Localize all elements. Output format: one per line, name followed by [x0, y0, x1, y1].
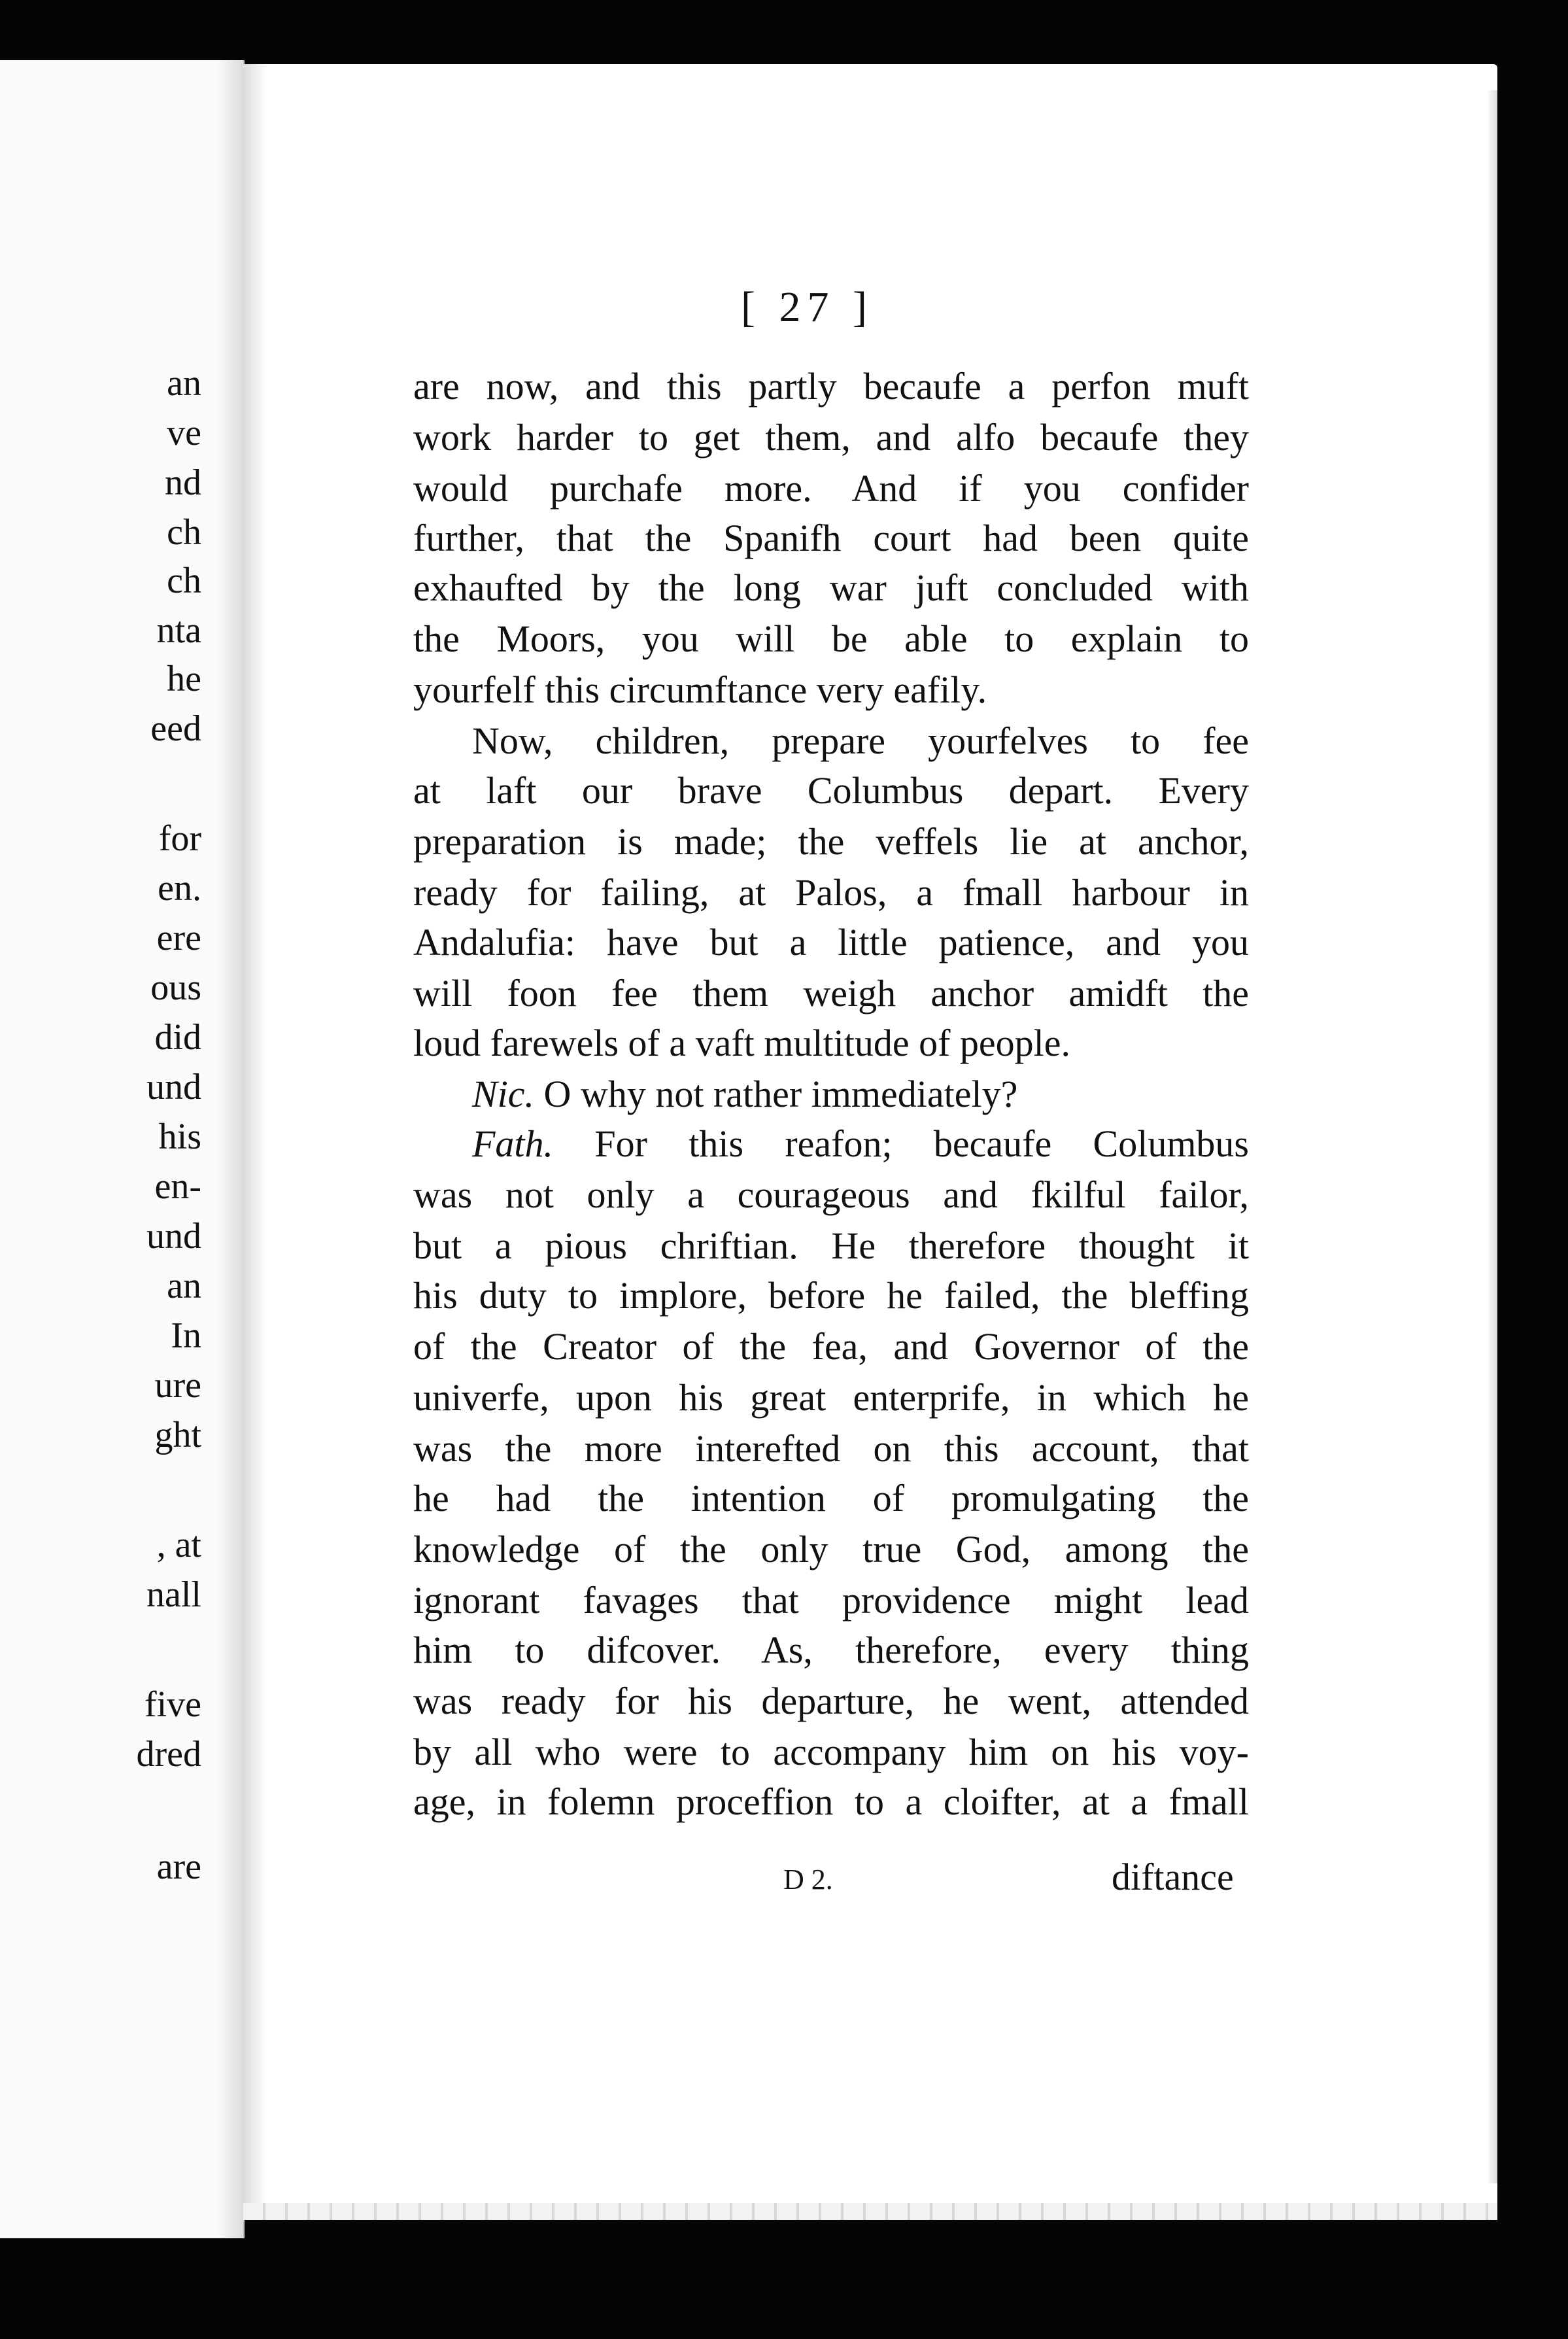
text-line: by all who were to accompany him on his voy- — [413, 1731, 1249, 1773]
left-page-fragment: his — [158, 1117, 201, 1157]
signature-mark: D 2. — [783, 1863, 833, 1896]
left-page-fragment: nta — [156, 610, 201, 651]
speaker-name: Nic. — [472, 1073, 535, 1115]
left-page-fragment: eed — [150, 708, 201, 749]
left-page-fragment: did — [154, 1017, 201, 1058]
text-line — [472, 1122, 1249, 1165]
left-page-fragment: an — [167, 363, 201, 404]
text-line: will foon fee them weigh anchor amidft the — [413, 972, 1249, 1014]
left-page-fragment: an — [167, 1266, 201, 1306]
page-right-edge — [1487, 90, 1497, 2183]
text-line: was not only a courageous and fkilful failor, — [413, 1173, 1249, 1216]
text-line: would purchafe more. And if you confider — [413, 467, 1249, 510]
text-line: was ready for his departure, he went, attended — [413, 1680, 1249, 1722]
left-page-fragment: dred — [136, 1734, 201, 1775]
left-page-fragment: ous — [150, 967, 201, 1008]
left-page-fragment: ere — [156, 918, 201, 958]
text-line: his duty to implore, before he failed, the bleffing — [413, 1274, 1249, 1317]
text-line: exhaufted by the long war juft concluded with — [413, 566, 1249, 609]
text-line: loud farewels of a vaft multitude of people. — [413, 1022, 1071, 1064]
text-line: work harder to get them, and alfo becaufe they — [413, 416, 1249, 459]
left-page-fragment: nall — [146, 1574, 201, 1615]
text-line: but a pious chriftian. He therefore thought it — [413, 1224, 1249, 1267]
left-page-fragment: In — [171, 1315, 201, 1356]
text-line: are now, and this partly becaufe a perfon muft — [413, 365, 1249, 407]
text-line: ignorant favages that providence might lead — [413, 1579, 1249, 1621]
left-page-fragment: for — [158, 818, 201, 859]
left-page-fragment: ch — [167, 512, 201, 553]
left-page-fragment: en- — [154, 1166, 201, 1207]
text-line: age, in folemn proceffion to a cloifter, at a fmall — [413, 1780, 1249, 1823]
text-line: him to difcover. As, therefore, every thing — [413, 1629, 1249, 1671]
text-line: at laft our brave Columbus depart. Every — [413, 769, 1249, 812]
left-page-fragment: five — [144, 1684, 201, 1725]
text-line: further, that the Spanifh court had been quite — [413, 517, 1249, 559]
left-page-fragment: ure — [154, 1365, 201, 1406]
left-page-fragment: ch — [167, 561, 201, 601]
text-line: Andalufia: have but a little patience, and you — [413, 921, 1249, 963]
text-line: he had the intention of promulgating the — [413, 1477, 1249, 1519]
left-page-fragment: und — [146, 1067, 201, 1107]
text-line: knowledge of the only true God, among the — [413, 1528, 1249, 1570]
left-page-fragment: ve — [167, 413, 201, 453]
left-page-fragment: und — [146, 1216, 201, 1256]
left-page-fragment: he — [167, 659, 201, 699]
page-number: [ 27 ] — [741, 283, 874, 331]
text-line: ready for failing, at Palos, a fmall harbour in — [413, 871, 1249, 914]
speaker-name: Fath. — [472, 1122, 554, 1165]
left-page-fragment: , at — [156, 1525, 201, 1565]
left-page-fragment: ght — [154, 1415, 201, 1455]
text-line: preparation is made; the veffels lie at anchor, — [413, 820, 1249, 863]
left-page-fragment: nd — [165, 462, 201, 503]
speech-text: For this reafon; becaufe Columbus — [553, 1122, 1249, 1165]
text-line: Now, children, prepare yourfelves to fee — [472, 719, 1249, 762]
text-line: of the Creator of the fea, and Governor of the — [413, 1325, 1249, 1368]
page-bottom-edge — [243, 2203, 1497, 2220]
left-page-fragment: en. — [158, 868, 201, 909]
catchword: diftance — [1112, 1856, 1234, 1898]
speech-text: O why not rather immediately? — [534, 1073, 1018, 1115]
text-line: yourfelf this circumftance very eafily. — [413, 668, 987, 711]
text-line: the Moors, you will be able to explain to — [413, 617, 1249, 660]
right-gutter-shadow — [243, 64, 267, 2220]
left-page-fragment: are — [156, 1846, 201, 1887]
left-page — [0, 60, 245, 2238]
text-line: was the more interefted on this account, that — [413, 1427, 1249, 1470]
left-gutter-shadow — [217, 60, 243, 2238]
text-line: univerfe, upon his great enterprife, in which he — [413, 1376, 1249, 1419]
text-line — [472, 1075, 1249, 1113]
